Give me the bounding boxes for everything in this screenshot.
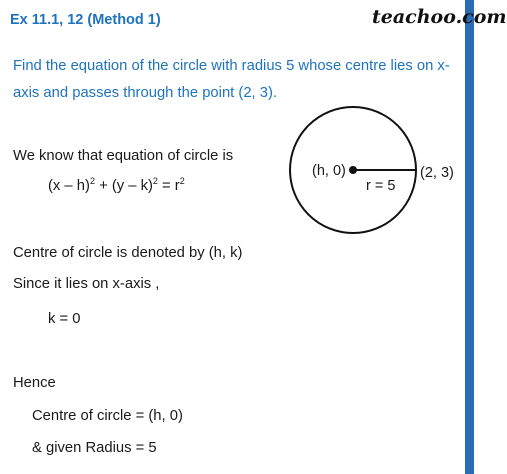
solution-line-6: Hence [13, 375, 56, 391]
eq-exponent-2: 2 [152, 176, 158, 187]
question-text: Find the equation of the circle with radius 5 whose centre lies on x-axis and passes through the point (2, 3). [13, 58, 450, 101]
radius-label: r = 5 [366, 178, 396, 194]
eq-part-2: + (y – k) [94, 178, 153, 194]
solution-line-1: We know that equation of circle is [13, 148, 234, 164]
solution-line-8: & given Radius = 5 [32, 440, 157, 456]
point-label: (2, 3) [420, 165, 454, 181]
centre-point [349, 166, 357, 174]
solution-line-5: k = 0 [48, 311, 81, 327]
eq-part-1: (x – h) [48, 178, 90, 194]
exercise-title: Ex 11.1, 12 (Method 1) [10, 12, 161, 28]
solution-line-7: Centre of circle = (h, 0) [32, 408, 183, 424]
eq-exponent-3: 2 [179, 176, 185, 187]
eq-part-3: = r [157, 178, 180, 194]
eq-exponent-1: 2 [89, 176, 95, 187]
teachoo-logo: teachoo.com [372, 6, 507, 28]
circle-equation [48, 178, 185, 194]
centre-label: (h, 0) [312, 163, 346, 179]
solution-line-3: Centre of circle is denoted by (h, k) [13, 245, 243, 261]
solution-line-4: Since it lies on x-axis , [13, 276, 160, 292]
